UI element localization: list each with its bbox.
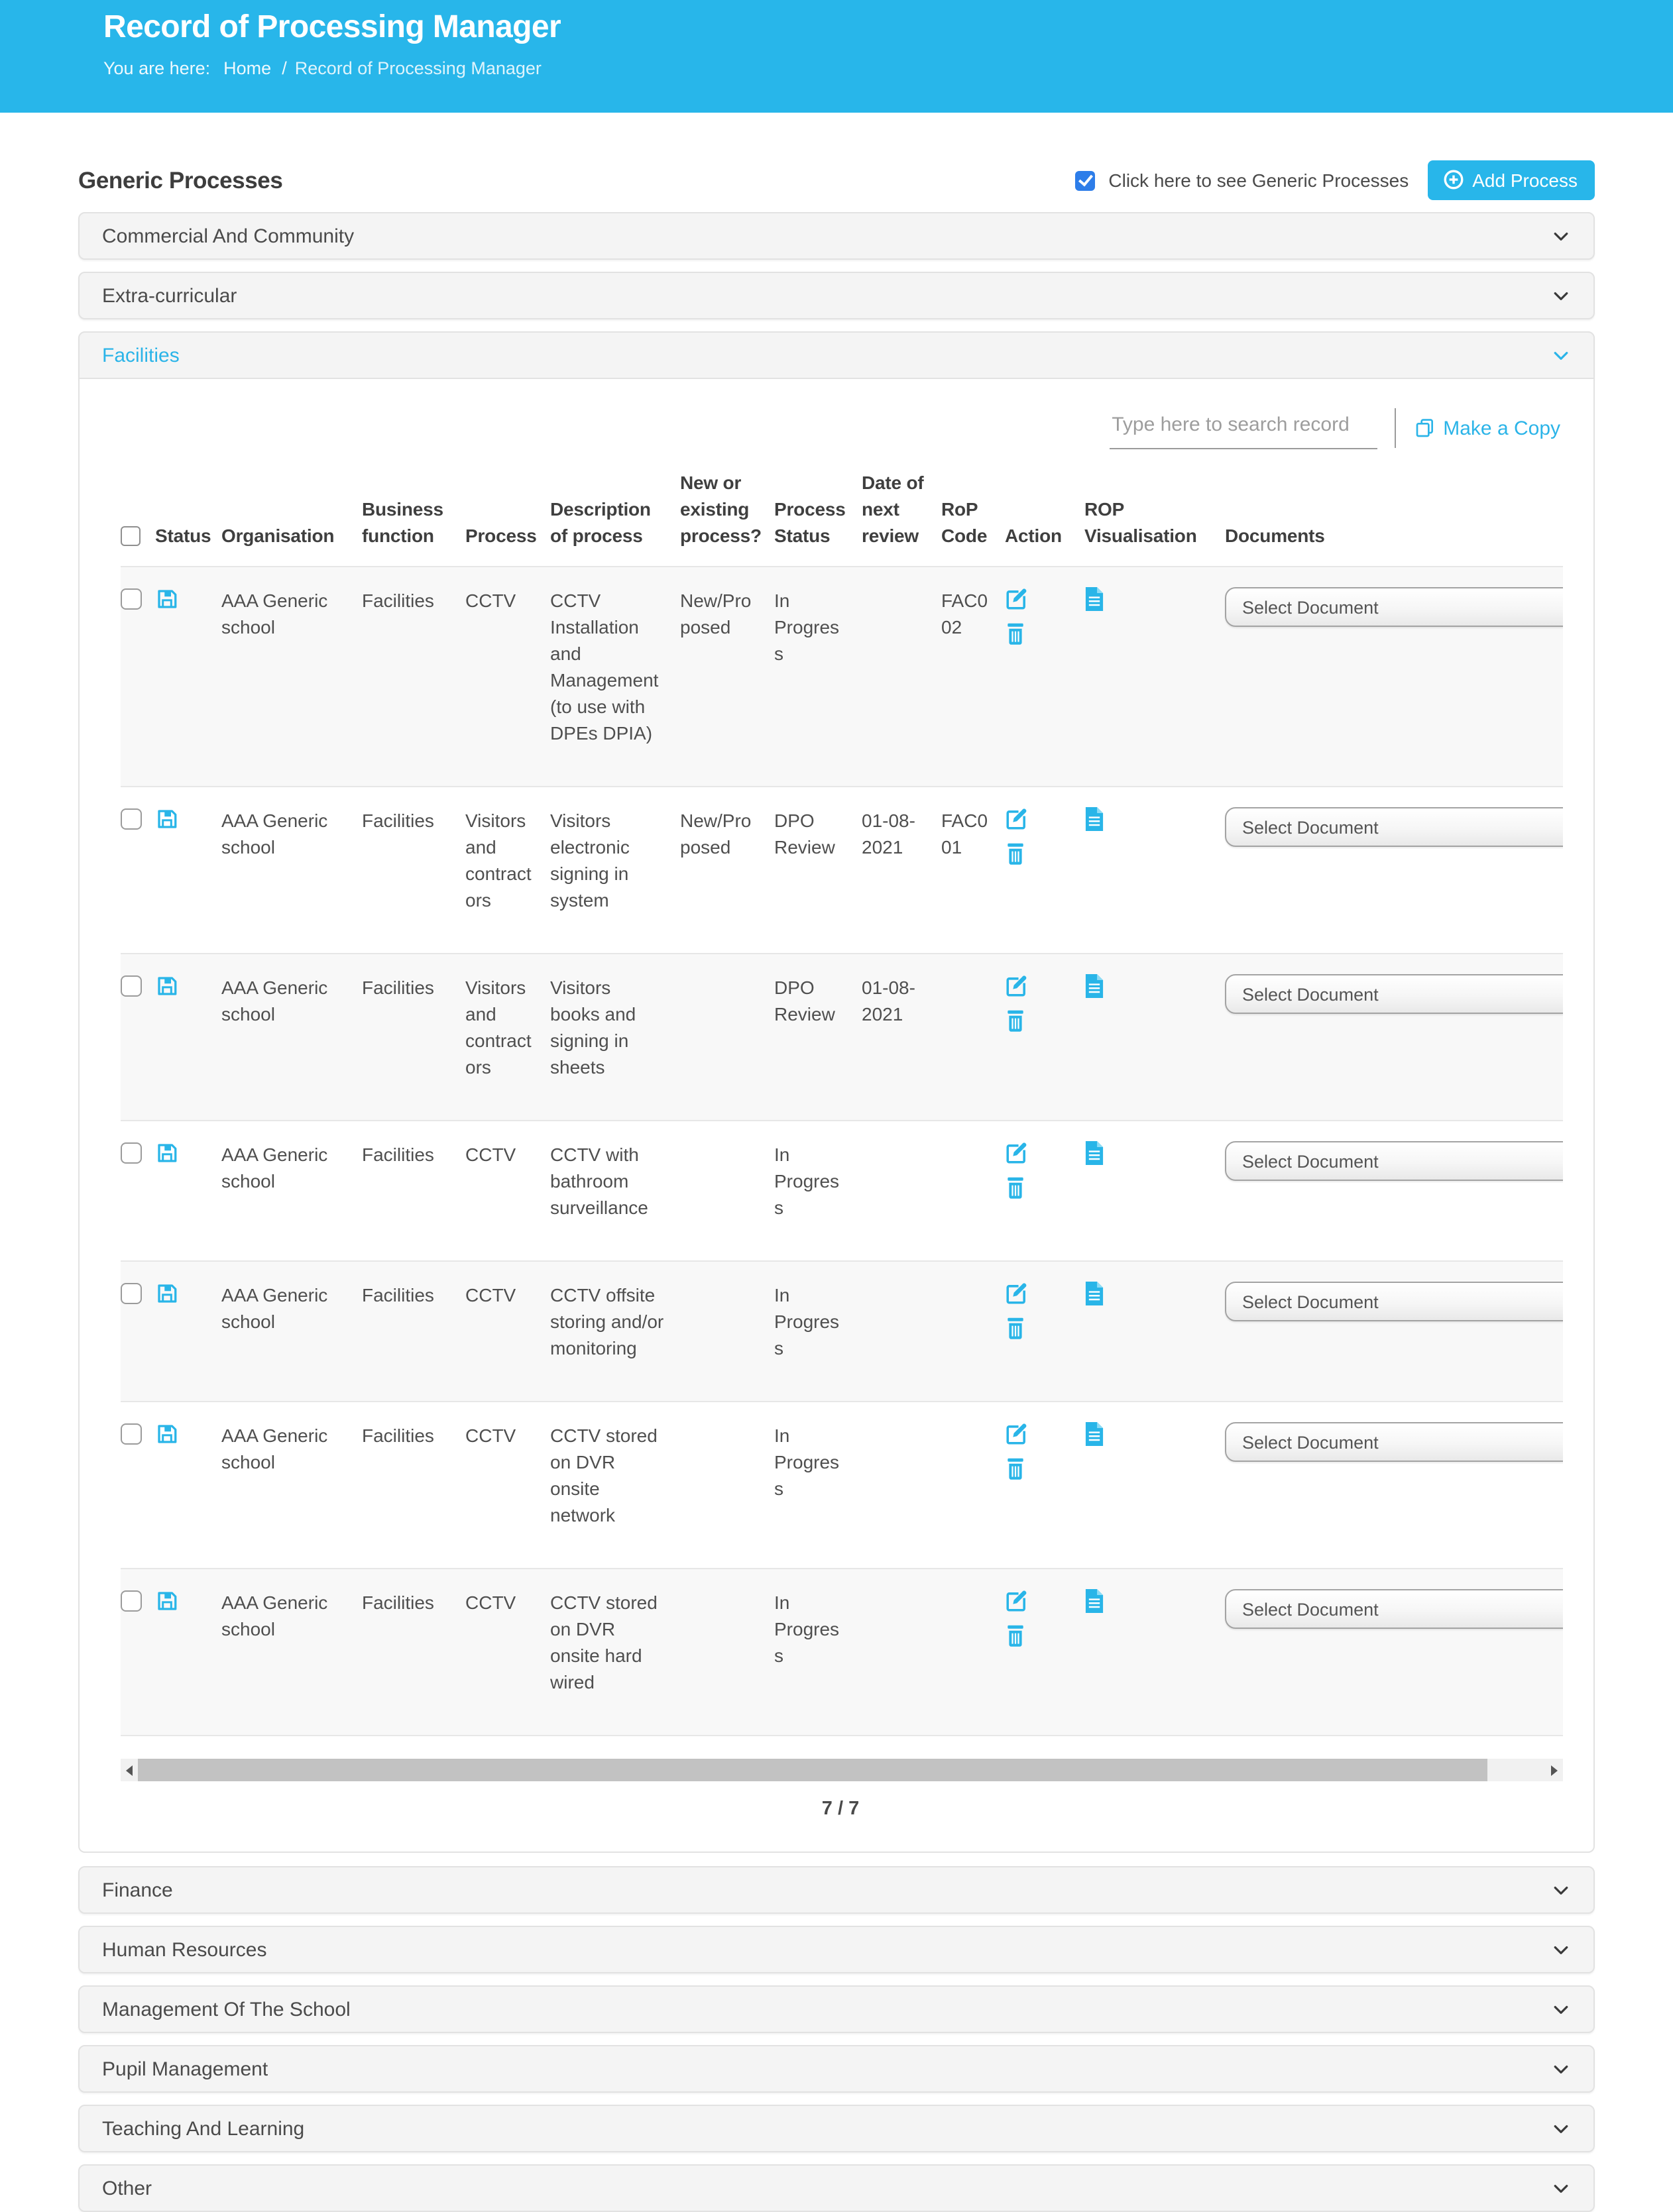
cell-date-of-next-review bbox=[862, 1261, 941, 1402]
edit-icon[interactable] bbox=[1005, 1589, 1027, 1612]
breadcrumb bbox=[103, 58, 1673, 78]
cell-process-status: In Progress bbox=[774, 1592, 840, 1666]
select-all-checkbox[interactable] bbox=[121, 526, 141, 546]
trash-icon[interactable] bbox=[1005, 1457, 1026, 1480]
cell-organisation: AAA Generic school bbox=[221, 1592, 328, 1639]
row-checkbox[interactable] bbox=[121, 1590, 142, 1612]
cell-date-of-next-review: 01-08-2021 bbox=[862, 810, 915, 857]
cell-description: CCTV stored on DVR onsite network bbox=[550, 1425, 658, 1525]
trash-icon[interactable] bbox=[1005, 1316, 1026, 1340]
cell-status bbox=[155, 1402, 221, 1569]
row-checkbox[interactable] bbox=[121, 808, 142, 830]
chevron-down-icon bbox=[1551, 2178, 1571, 2198]
cell-description: Visitors books and signing in sheets bbox=[550, 977, 636, 1078]
accordion-label: Commercial And Community bbox=[102, 225, 355, 247]
cell-new-or-existing bbox=[680, 1261, 774, 1402]
edit-icon[interactable] bbox=[1005, 974, 1027, 997]
column-header-process-status: Process Status bbox=[774, 498, 846, 546]
cell-rop-code bbox=[941, 1402, 1005, 1569]
cell-business-function: Facilities bbox=[362, 1592, 434, 1613]
cell-business-function: Facilities bbox=[362, 1284, 434, 1305]
edit-icon[interactable] bbox=[1005, 1141, 1027, 1164]
accordion-label: Facilities bbox=[102, 344, 180, 366]
cell-select bbox=[121, 1569, 155, 1736]
cell-process-status: DPO Review bbox=[774, 810, 835, 857]
cell-process: CCTV bbox=[465, 1425, 516, 1446]
cell-process: CCTV bbox=[465, 1284, 516, 1305]
cell-organisation: AAA Generic school bbox=[221, 1425, 328, 1472]
cell-business-function: Facilities bbox=[362, 590, 434, 611]
column-header-documents: Documents bbox=[1225, 525, 1325, 546]
cell-process-status: In Progress bbox=[774, 590, 840, 664]
save-icon[interactable] bbox=[155, 807, 179, 831]
trash-icon[interactable] bbox=[1005, 842, 1026, 865]
select-document-dropdown[interactable] bbox=[1225, 1141, 1563, 1181]
below-accordions bbox=[78, 1866, 1595, 2212]
cell-process-status: DPO Review bbox=[774, 977, 835, 1024]
document-icon[interactable] bbox=[1084, 807, 1104, 831]
save-icon[interactable] bbox=[155, 974, 179, 998]
cell-rop-visualisation bbox=[1084, 954, 1225, 1121]
breadcrumb-current: Record of Processing Manager bbox=[294, 58, 542, 78]
column-header-select bbox=[121, 469, 155, 567]
select-document-dropdown[interactable] bbox=[1225, 587, 1563, 627]
cell-organisation: AAA Generic school bbox=[221, 1284, 328, 1332]
divider bbox=[1394, 408, 1395, 448]
cell-business-function: Facilities bbox=[362, 810, 434, 831]
table-row bbox=[121, 567, 1563, 787]
cell-rop-visualisation bbox=[1084, 567, 1225, 787]
cell-new-or-existing bbox=[680, 1402, 774, 1569]
cell-action bbox=[1005, 1569, 1084, 1736]
search-row bbox=[121, 400, 1560, 456]
cell-documents bbox=[1225, 1569, 1563, 1736]
document-icon[interactable] bbox=[1084, 1141, 1104, 1165]
cell-action bbox=[1005, 1261, 1084, 1402]
edit-icon[interactable] bbox=[1005, 807, 1027, 830]
column-header-process: Process bbox=[465, 525, 537, 546]
cell-select bbox=[121, 1121, 155, 1261]
accordion-commercial-and-community[interactable] bbox=[78, 212, 1595, 260]
table-header-row bbox=[121, 469, 1563, 567]
row-checkbox[interactable] bbox=[121, 1423, 142, 1445]
app-header bbox=[0, 0, 1673, 113]
make-a-copy-link[interactable] bbox=[1414, 417, 1560, 439]
make-a-copy-label: Make a Copy bbox=[1443, 417, 1560, 439]
chevron-down-icon bbox=[1551, 1940, 1571, 1960]
table-row bbox=[121, 1402, 1563, 1569]
cell-description: CCTV stored on DVR onsite hard wired bbox=[550, 1592, 658, 1692]
section-head bbox=[78, 160, 1595, 200]
cell-process: Visitors and contractors bbox=[465, 977, 532, 1078]
horizontal-scrollbar[interactable] bbox=[121, 1759, 1563, 1781]
cell-organisation: AAA Generic school bbox=[221, 590, 328, 637]
cell-rop-code bbox=[941, 954, 1005, 1121]
chevron-down-icon bbox=[1551, 2119, 1571, 2138]
cell-rop-visualisation bbox=[1084, 1569, 1225, 1736]
cell-documents bbox=[1225, 1402, 1563, 1569]
trash-icon[interactable] bbox=[1005, 1009, 1026, 1032]
cell-business-function: Facilities bbox=[362, 1144, 434, 1165]
page-title: Record of Processing Manager bbox=[103, 9, 561, 45]
cell-date-of-next-review bbox=[862, 1402, 941, 1569]
table-clip bbox=[121, 469, 1563, 1736]
cell-select bbox=[121, 1402, 155, 1569]
chevron-down-icon bbox=[1551, 2059, 1571, 2079]
accordion-label: Management Of The School bbox=[102, 1998, 351, 2020]
head-controls bbox=[1075, 160, 1595, 200]
row-checkbox[interactable] bbox=[121, 1283, 142, 1304]
edit-icon[interactable] bbox=[1005, 1422, 1027, 1445]
column-header-new-or-existing-process-: New or existing process? bbox=[680, 472, 762, 546]
scrollbar-thumb[interactable] bbox=[138, 1759, 1487, 1781]
table-row bbox=[121, 954, 1563, 1121]
cell-rop-visualisation bbox=[1084, 787, 1225, 954]
edit-icon[interactable] bbox=[1005, 587, 1027, 610]
table-row bbox=[121, 787, 1563, 954]
cell-rop-code bbox=[941, 1569, 1005, 1736]
cell-select bbox=[121, 954, 155, 1121]
save-icon[interactable] bbox=[155, 1282, 179, 1305]
accordion-other[interactable] bbox=[78, 2164, 1595, 2212]
trash-icon[interactable] bbox=[1005, 1176, 1026, 1199]
cell-date-of-next-review bbox=[862, 1121, 941, 1261]
cell-rop-code bbox=[941, 1121, 1005, 1261]
document-icon[interactable] bbox=[1084, 1422, 1104, 1446]
select-document-dropdown[interactable] bbox=[1225, 974, 1563, 1014]
show-generic-label: Click here to see Generic Processes bbox=[1108, 170, 1409, 191]
select-document-dropdown[interactable] bbox=[1225, 1282, 1563, 1321]
document-icon[interactable] bbox=[1084, 1589, 1104, 1613]
facilities-panel bbox=[78, 379, 1595, 1853]
section-title: Generic Processes bbox=[78, 166, 283, 193]
cell-business-function: Facilities bbox=[362, 1425, 434, 1446]
search-input[interactable] bbox=[1109, 408, 1377, 449]
cell-rop-visualisation bbox=[1084, 1261, 1225, 1402]
chevron-down-icon bbox=[1551, 1999, 1571, 2019]
column-header-description-of-process: Description of process bbox=[550, 498, 651, 546]
cell-new-or-existing bbox=[680, 1121, 774, 1261]
table-row bbox=[121, 1121, 1563, 1261]
select-document-dropdown[interactable] bbox=[1225, 1589, 1563, 1629]
cell-documents bbox=[1225, 1261, 1563, 1402]
cell-documents bbox=[1225, 954, 1563, 1121]
column-header-date-of-next-review: Date of next review bbox=[862, 472, 924, 546]
cell-description: Visitors electronic signing in system bbox=[550, 810, 630, 911]
column-header-action: Action bbox=[1005, 525, 1062, 546]
save-icon[interactable] bbox=[155, 1141, 179, 1165]
cell-status bbox=[155, 1569, 221, 1736]
edit-icon[interactable] bbox=[1005, 1282, 1027, 1304]
cell-process-status: In Progress bbox=[774, 1284, 840, 1358]
table-row bbox=[121, 1261, 1563, 1402]
row-checkbox[interactable] bbox=[121, 588, 142, 610]
cell-action bbox=[1005, 954, 1084, 1121]
cell-select bbox=[121, 787, 155, 954]
cell-action bbox=[1005, 567, 1084, 787]
table-row bbox=[121, 1569, 1563, 1736]
cell-new-or-existing: New/Proposed bbox=[680, 590, 752, 637]
column-header-status: Status bbox=[155, 525, 211, 546]
cell-new-or-existing bbox=[680, 954, 774, 1121]
cell-action bbox=[1005, 787, 1084, 954]
cell-description: CCTV with bathroom surveillance bbox=[550, 1144, 648, 1218]
accordion-label: Human Resources bbox=[102, 1938, 267, 1961]
breadcrumb-home-link[interactable]: Home bbox=[223, 58, 272, 78]
accordion-label: Pupil Management bbox=[102, 2058, 268, 2080]
accordion-teaching-and-learning[interactable] bbox=[78, 2105, 1595, 2152]
accordion-label: Finance bbox=[102, 1879, 173, 1901]
select-document-dropdown[interactable] bbox=[1225, 807, 1563, 847]
cell-date-of-next-review bbox=[862, 1569, 941, 1736]
save-icon[interactable] bbox=[155, 1589, 179, 1613]
cell-description: CCTV Installation and Management (to use with DPEs DPIA) bbox=[550, 590, 659, 744]
column-header-rop-visualisation: ROP Visualisation bbox=[1084, 498, 1197, 546]
cell-select bbox=[121, 567, 155, 787]
row-checkbox[interactable] bbox=[121, 1142, 142, 1164]
cell-business-function: Facilities bbox=[362, 977, 434, 998]
cell-organisation: AAA Generic school bbox=[221, 1144, 328, 1191]
column-header-organisation: Organisation bbox=[221, 525, 335, 546]
cell-select bbox=[121, 1261, 155, 1402]
trash-icon[interactable] bbox=[1005, 622, 1026, 645]
cell-documents bbox=[1225, 567, 1563, 787]
add-process-label: Add Process bbox=[1472, 169, 1578, 190]
cell-process: CCTV bbox=[465, 590, 516, 611]
breadcrumb-prefix: You are here: bbox=[103, 58, 211, 78]
trash-icon[interactable] bbox=[1005, 1624, 1026, 1647]
cell-process: Visitors and contractors bbox=[465, 810, 532, 911]
plus-circle-icon bbox=[1442, 168, 1464, 191]
accordion-extra-curricular[interactable] bbox=[78, 272, 1595, 319]
accordion-management-of-the-school[interactable] bbox=[78, 1985, 1595, 2033]
chevron-down-icon bbox=[1551, 1880, 1571, 1900]
select-document-dropdown[interactable] bbox=[1225, 1422, 1563, 1462]
cell-rop-visualisation bbox=[1084, 1121, 1225, 1261]
breadcrumb-separator: / bbox=[282, 58, 287, 78]
document-icon[interactable] bbox=[1084, 1282, 1104, 1305]
chevron-down-icon bbox=[1551, 226, 1571, 246]
cell-organisation: AAA Generic school bbox=[221, 810, 328, 857]
cell-process: CCTV bbox=[465, 1144, 516, 1165]
cell-documents bbox=[1225, 787, 1563, 954]
cell-action bbox=[1005, 1402, 1084, 1569]
scroll-left-button[interactable] bbox=[121, 1759, 138, 1781]
cell-rop-code: FAC001 bbox=[941, 810, 988, 857]
cell-status bbox=[155, 787, 221, 954]
cell-organisation: AAA Generic school bbox=[221, 977, 328, 1024]
cell-status bbox=[155, 1261, 221, 1402]
cell-action bbox=[1005, 1121, 1084, 1261]
cell-date-of-next-review bbox=[862, 567, 941, 787]
cell-status bbox=[155, 954, 221, 1121]
add-process-button[interactable] bbox=[1427, 160, 1595, 200]
document-icon[interactable] bbox=[1084, 974, 1104, 998]
cell-date-of-next-review: 01-08-2021 bbox=[862, 977, 915, 1024]
cell-rop-code: FAC002 bbox=[941, 590, 988, 637]
row-checkbox[interactable] bbox=[121, 975, 142, 997]
save-icon[interactable] bbox=[155, 587, 179, 611]
column-header-rop-code: RoP Code bbox=[941, 498, 988, 546]
show-generic-checkbox[interactable] bbox=[1075, 170, 1095, 190]
accordion-finance[interactable] bbox=[78, 1866, 1595, 1914]
rop-table bbox=[121, 469, 1563, 1736]
cell-new-or-existing bbox=[680, 1569, 774, 1736]
cell-process: CCTV bbox=[465, 1592, 516, 1613]
save-icon[interactable] bbox=[155, 1422, 179, 1446]
cell-status bbox=[155, 567, 221, 787]
cell-process-status: In Progress bbox=[774, 1144, 840, 1218]
accordion-label: Extra-curricular bbox=[102, 284, 237, 307]
cell-status bbox=[155, 1121, 221, 1261]
cell-documents bbox=[1225, 1121, 1563, 1261]
chevron-down-icon bbox=[1551, 345, 1571, 365]
cell-new-or-existing: New/Proposed bbox=[680, 810, 752, 857]
document-icon[interactable] bbox=[1084, 587, 1104, 611]
copy-icon bbox=[1414, 417, 1435, 439]
cell-rop-code bbox=[941, 1261, 1005, 1402]
accordion-pupil-management[interactable] bbox=[78, 2045, 1595, 2093]
accordion-human-resources[interactable] bbox=[78, 1926, 1595, 1973]
scroll-right-button[interactable] bbox=[1546, 1759, 1563, 1781]
cell-description: CCTV offsite storing and/or monitoring bbox=[550, 1284, 664, 1358]
pagination: 7 / 7 bbox=[821, 1798, 860, 1820]
chevron-down-icon bbox=[1551, 286, 1571, 305]
cell-process-status: In Progress bbox=[774, 1425, 840, 1499]
column-header-business-function: Business function bbox=[362, 498, 443, 546]
accordion-label: Teaching And Learning bbox=[102, 2117, 305, 2140]
accordion-facilities[interactable] bbox=[78, 331, 1595, 379]
cell-rop-visualisation bbox=[1084, 1402, 1225, 1569]
accordion-label: Other bbox=[102, 2177, 152, 2199]
